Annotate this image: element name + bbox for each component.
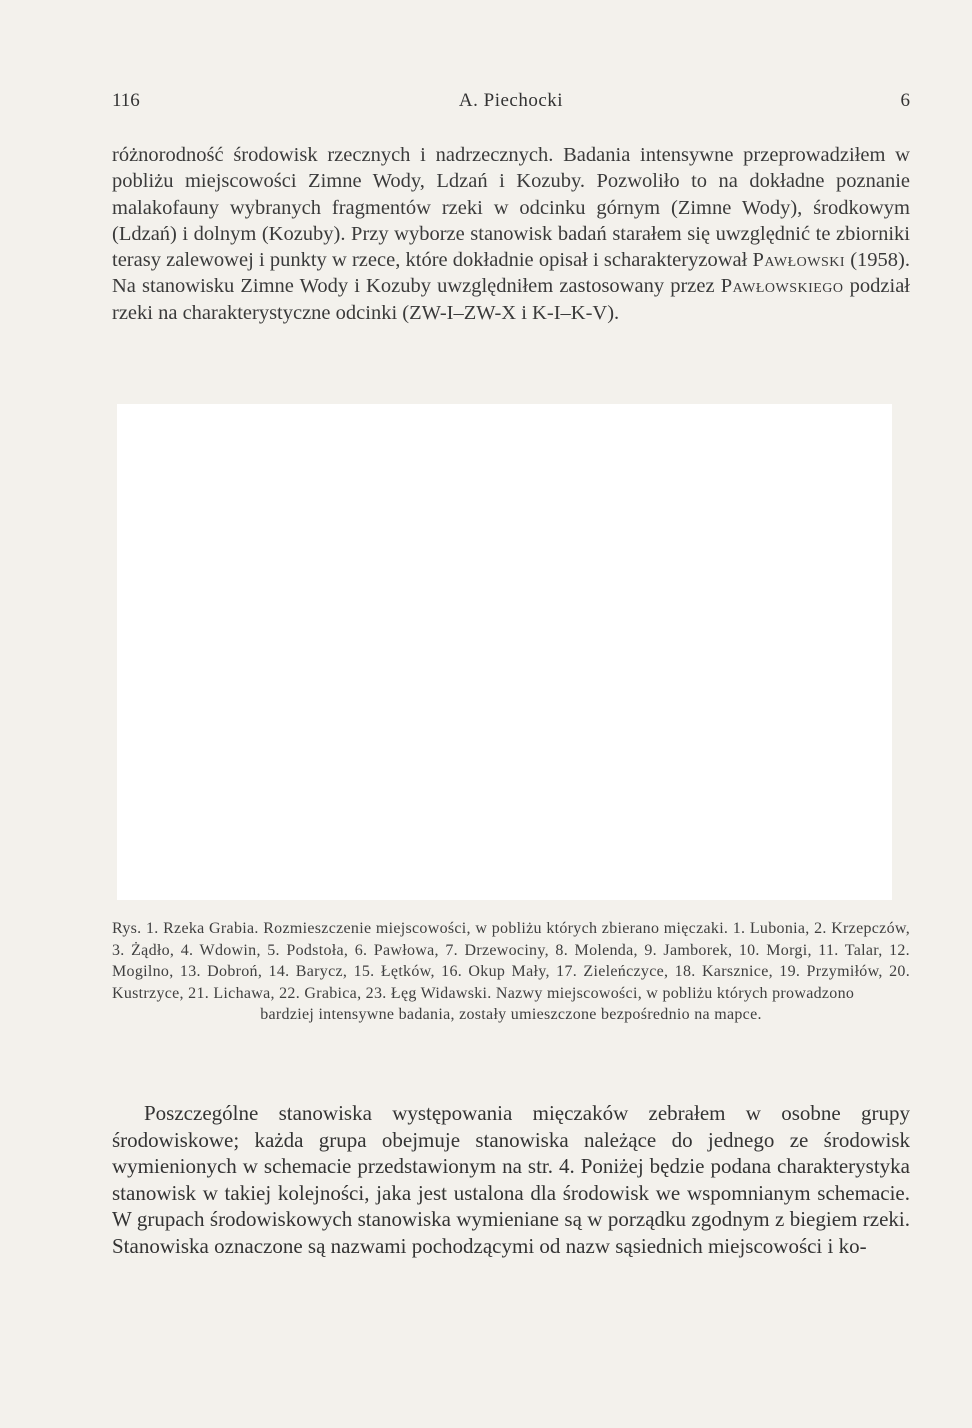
figure-map-area <box>117 404 892 900</box>
paragraph-text <box>112 142 910 326</box>
author-name-pawlowski: Pawłowski <box>752 249 846 272</box>
paragraph-text-part-a: różnorodność środowisk rzecznych i nadrzecznych. Badania intensywne przeprowadziłem w pobliżu miejscowości Zimne Wody, Ldzań i Kozuby. Pozwoliło to na dokładne poznanie malakofauny wybranych fragmentów rzeki w odcinku górnym (Zimne Wody), środkowym (Ldzań) i dolnym (Kozuby). Przy wyborze stanowisk badań starałem się uwzględnić te zbiorniki terasy zalewowej i punkty w rzece, które dokładnie opisał i scharakteryzował <box>112 144 910 272</box>
paragraph-2-text: Poszczególne stanowiska występowania mięczaków zebrałem w osobne grupy środowiskowe; każda grupa obejmuje stanowiska należące do jednego ze środowisk wymienionych w schemacie przedstawionym na str. 4. Poniżej będzie podana charakterystyka stanowisk w takiej kolejności, jaka jest ustalona dla środowisk we wspomnianym schemacie. W grupach środowiskowych stanowiska wymieniane są w porządku zgodnym z biegiem rzeki. Stanowiska oznaczone są nazwami pochodzącymi od nazw sąsiednich miejscowości i ko- <box>112 1101 910 1258</box>
caption-text: Rys. 1. Rzeka Grabia. Rozmieszczenie miejscowości, w pobliżu których zbierano mięczaki. 1. Lubonia, 2. Krzepczów, 3. Żądło, 4. Wdowin, 5. Podstoła, 6. Pawłowa, 7. Drzewociny, 8. Molenda, 9. Jamborek, 10. Morgi, 11. Talar, 12. Mogilno, 13. Dobroń, 14. Barycz, 15. Łętków, 16. Okup Mały, 17. Zieleńczyce, 18. Karsznice, 19. Przymiłów, 20. Kustrzyce, 21. Lichawa, 22. Grabica, 23. Łęg Widawski. Nazwy miejscowości, w pobliżu których prowadzono <box>112 920 910 1002</box>
running-author: A. Piechocki <box>458 90 564 111</box>
paragraph-text-part-c: podział rzeki na charakterystyczne odcinki (ZW-I–ZW-X i K-I–K-V). <box>112 275 910 324</box>
author-name-pawlowskiego: Pawłowskiego <box>720 275 844 298</box>
caption-last-line: bardziej intensywne badania, zostały umieszczone bezpośrednio na mapce. <box>260 1006 762 1023</box>
running-header <box>112 90 910 116</box>
body-paragraph-2 <box>112 1100 910 1259</box>
figure-caption <box>112 918 910 1026</box>
body-paragraph-1 <box>112 142 910 326</box>
paragraph-text-part-b: (1958). Na stanowisku Zimne Wody i Kozuby uwzględniłem zastosowany przez <box>112 249 910 298</box>
page-number: 116 <box>112 90 140 111</box>
issue-number: 6 <box>900 90 910 111</box>
